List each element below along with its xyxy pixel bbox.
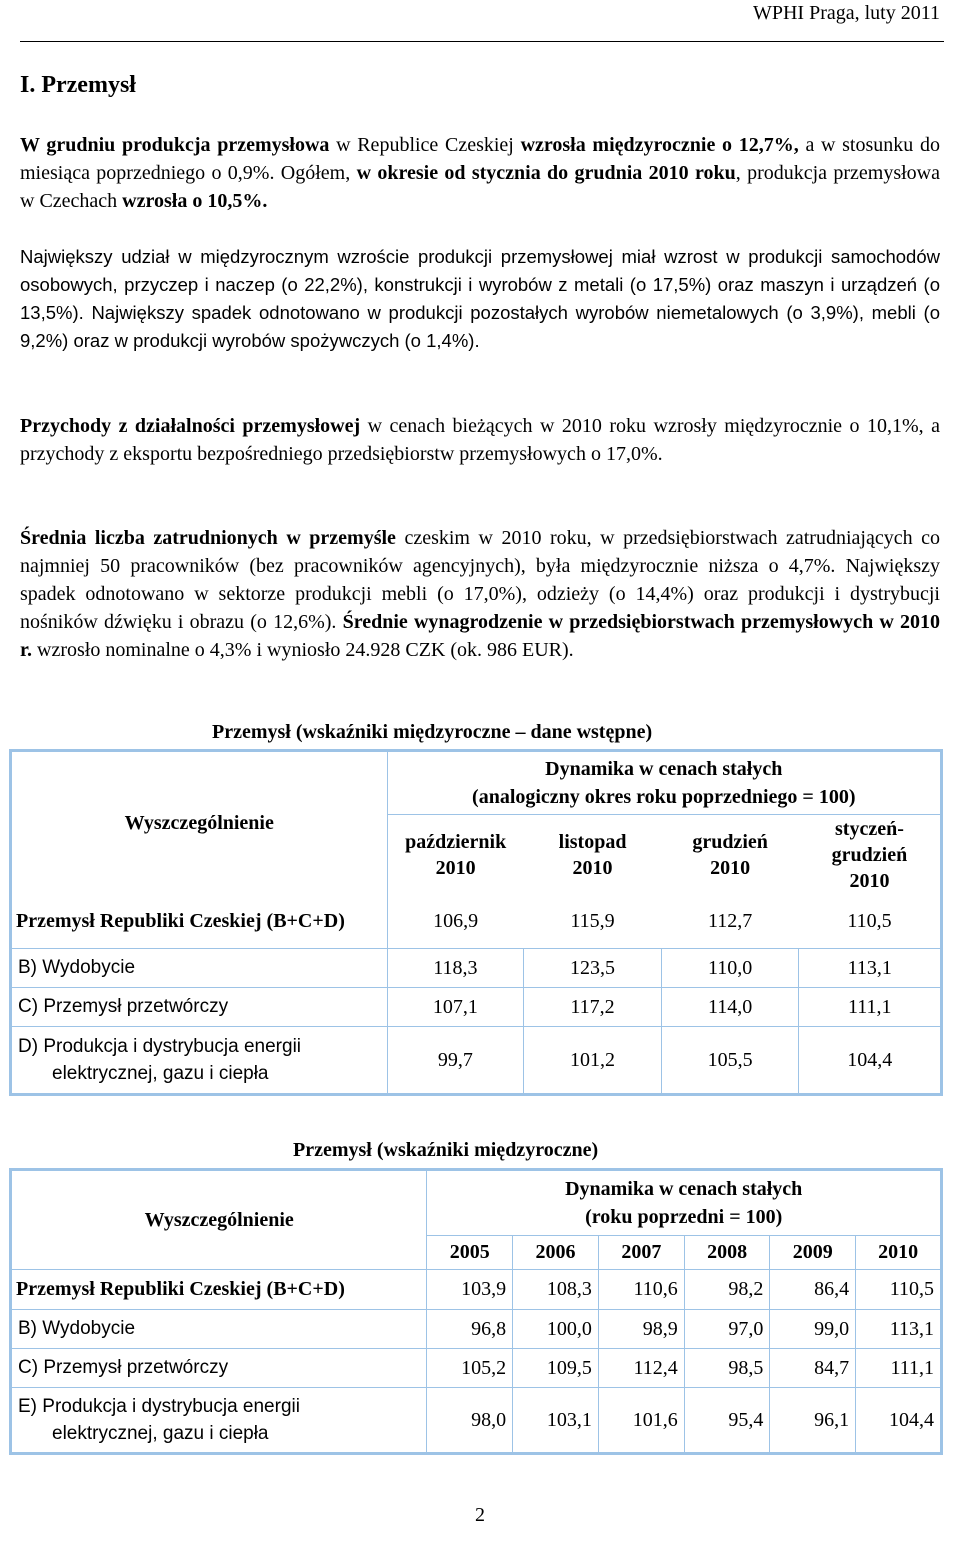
table1-row4-l2: elektrycznej, gazu i ciepła	[52, 1063, 269, 1084]
table1-col1-l1: październik	[405, 830, 507, 853]
table2-cell: 99,0	[770, 1310, 856, 1349]
p4-bold2: Średnie wynagrodzenie w przedsiębiorstwach przemysłowych w 2010 r.	[20, 611, 940, 661]
table1-cell: 110,0	[661, 949, 799, 988]
table1-cell: 114,0	[661, 988, 799, 1027]
table1-col3-l2: 2010	[710, 856, 751, 879]
p3-rest: w cenach bieżących w 2010 roku wzrosły międzyrocznie o 10,1%, a przychody z eksportu bezpośredniego przedsiębiorstw przemysłowych o 17,0%.	[20, 415, 940, 465]
page-number: 2	[475, 1504, 485, 1526]
table1-cell: 123,5	[524, 949, 662, 988]
table2-cell: 108,3	[513, 1270, 599, 1310]
table2-cell: 97,0	[684, 1310, 770, 1349]
table1-col2-l2: 2010	[572, 856, 613, 879]
table1-col-header	[799, 815, 942, 895]
table1-row-label	[11, 1027, 388, 1095]
table1-cell: 106,9	[387, 895, 524, 949]
table1-cell: 99,7	[387, 1027, 524, 1095]
table2-cell: 86,4	[770, 1270, 856, 1310]
table2-row-label: C) Przemysł przetwórczy	[11, 1349, 427, 1388]
table2-cell: 101,6	[598, 1388, 684, 1454]
table1-cell: 105,5	[661, 1027, 799, 1095]
table2-cell: 98,0	[427, 1388, 513, 1454]
header-rule	[20, 41, 944, 42]
table1-cell: 112,7	[661, 895, 799, 949]
table2-year: 2005	[427, 1236, 513, 1270]
table1-cell: 118,3	[387, 949, 524, 988]
table2-group-header	[427, 1170, 942, 1236]
table2-row4-l1: E) Produkcja i dystrybucja energii	[18, 1396, 300, 1417]
table2-cell: 105,2	[427, 1349, 513, 1388]
table2-row-label: B) Wydobycie	[11, 1310, 427, 1349]
paragraph-production	[20, 131, 940, 215]
p1-s1-rest: w Republice Czeskiej	[329, 134, 521, 156]
table1-group-header	[387, 751, 941, 815]
table2-cell: 110,6	[598, 1270, 684, 1310]
table1-cell: 117,2	[524, 988, 662, 1027]
p4-t2: wzrosło nominalne o 4,3% i wyniosło 24.928 CZK (ok. 986 EUR).	[32, 639, 574, 661]
table1-row-label: Przemysł Republiki Czeskiej (B+C+D)	[11, 895, 388, 949]
table1-rowhead: Wyszczególnienie	[11, 751, 388, 895]
table2-year: 2008	[684, 1236, 770, 1270]
table1-group-line1: Dynamika w cenach stałych	[545, 758, 783, 780]
table1-group-line2: (analogiczny okres roku poprzedniego = 100)	[472, 786, 856, 808]
table2-year: 2009	[770, 1236, 856, 1270]
p4-bold1: Średnia liczba zatrudnionych w przemyśle	[20, 527, 396, 549]
table2-rowhead: Wyszczególnienie	[11, 1170, 427, 1270]
table2-year: 2007	[598, 1236, 684, 1270]
p1-s5: , produkcja przemysłowa w Czechach	[20, 162, 940, 212]
table2-cell: 100,0	[513, 1310, 599, 1349]
table1-title: Przemysł (wskaźniki międzyroczne – dane wstępne)	[212, 721, 653, 743]
table2-cell: 103,9	[427, 1270, 513, 1310]
table2-cell: 111,1	[856, 1349, 942, 1388]
table2-cell: 103,1	[513, 1388, 599, 1454]
table1-col-header	[661, 815, 799, 895]
table2-cell: 84,7	[770, 1349, 856, 1388]
table1-col1-l2: 2010	[435, 856, 476, 879]
p1-s2: wzrosła międzyrocznie o 12,7%,	[520, 134, 799, 156]
table2-cell: 96,1	[770, 1388, 856, 1454]
table1-row4-l1: D) Produkcja i dystrybucja energii	[18, 1036, 302, 1057]
table2-row-label: Przemysł Republiki Czeskiej (B+C+D)	[11, 1270, 427, 1310]
table1	[9, 749, 943, 1096]
p1-s6: wzrosła o 10,5%.	[122, 190, 268, 212]
table1-row-label: C) Przemysł przetwórczy	[11, 988, 388, 1027]
table1-col4-l3: 2010	[849, 869, 890, 892]
table2-cell: 98,2	[684, 1270, 770, 1310]
table2	[9, 1168, 943, 1455]
table2-row4-l2: elektrycznej, gazu i ciepła	[52, 1423, 269, 1444]
table1-cell: 107,1	[387, 988, 524, 1027]
p3-bold: Przychody z działalności przemysłowej	[20, 415, 361, 437]
paragraph-employment	[20, 524, 940, 664]
table1-cell: 113,1	[799, 949, 942, 988]
table2-cell: 98,9	[598, 1310, 684, 1349]
table2-group-line2: (roku poprzedni = 100)	[585, 1206, 783, 1228]
table1-cell: 104,4	[799, 1027, 942, 1095]
table1-row-label: B) Wydobycie	[11, 949, 388, 988]
p1-s3: a w stosunku do miesiąca poprzedniego o 0,9%. Ogółem,	[20, 134, 940, 184]
table2-year: 2010	[856, 1236, 942, 1270]
table1-col2-l1: listopad	[558, 830, 627, 853]
table1-col4-l2: grudzień	[831, 843, 908, 866]
table2-cell: 98,5	[684, 1349, 770, 1388]
table2-cell: 95,4	[684, 1388, 770, 1454]
table2-cell: 109,5	[513, 1349, 599, 1388]
table1-cell: 101,2	[524, 1027, 662, 1095]
table2-cell: 110,5	[856, 1270, 942, 1310]
p4-t1: czeskim w 2010 roku, w przedsiębiorstwach zatrudniających co najmniej 50 pracowników (bez pracowników agencyjnych), była międzyrocznie niższa o 4,7%. Największy spadek odnotowano w sektorze produkcji mebli (o 17,0%), odzieży (o 14,4%) oraz produkcji i dystrybucji nośników dźwięku i obrazu (o 12,6%).	[20, 527, 940, 633]
paragraph-structure: Największy udział w międzyrocznym wzroście produkcji przemysłowej miał wzrost w produkcji samochodów osobowych, przyczep i naczep (o 22,2%), konstrukcji i wyrobów z metali (o 17,5%) oraz maszyn i urządzeń (o 13,5%). Największy spadek odnotowano w produkcji pozostałych wyrobów niemetalowych (o 3,9%), mebli (o 9,2%) oraz w produkcji wyrobów spożywczych (o 1,4%).	[20, 246, 940, 351]
p1-s4: w okresie od stycznia do grudnia 2010 roku	[356, 162, 736, 184]
table2-title: Przemysł (wskaźniki międzyroczne)	[293, 1139, 599, 1161]
p1-s1: W grudniu produkcja przemysłowa	[20, 134, 330, 156]
table1-cell: 111,1	[799, 988, 942, 1027]
table1-cell: 110,5	[799, 895, 942, 949]
table1-col-header	[387, 815, 524, 895]
table2-cell: 104,4	[856, 1388, 942, 1454]
table2-cell: 113,1	[856, 1310, 942, 1349]
table1-col4-l1: styczeń-	[835, 817, 904, 840]
table2-group-line1: Dynamika w cenach stałych	[565, 1178, 803, 1200]
table2-year: 2006	[513, 1236, 599, 1270]
page-header: WPHI Praga, luty 2011	[752, 2, 940, 24]
paragraph-revenues	[20, 412, 940, 468]
table2-cell: 112,4	[598, 1349, 684, 1388]
table1-col3-l1: grudzień	[692, 830, 768, 853]
table2-row-label	[11, 1388, 427, 1454]
table1-col-header	[524, 815, 662, 895]
section-title: I. Przemysł	[20, 72, 136, 98]
table1-cell: 115,9	[524, 895, 662, 949]
table2-cell: 96,8	[427, 1310, 513, 1349]
